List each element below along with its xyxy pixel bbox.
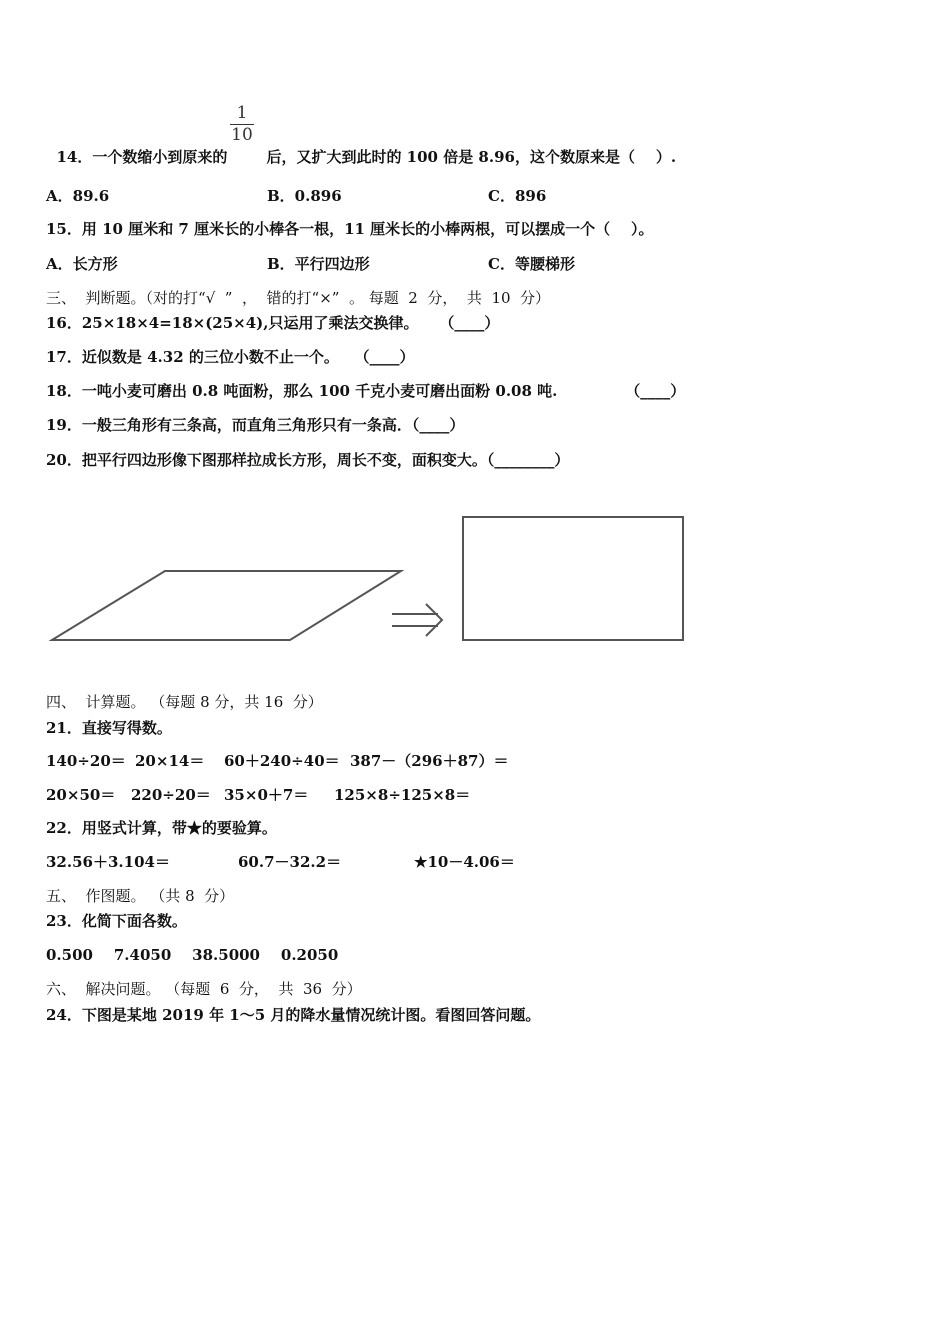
q24-text: 24．下图是某地 2019 年 1～5 月的降水量情况统计图。看图回答问题。 (46, 1006, 541, 1024)
q15-option-a: A．长方形 (46, 255, 118, 273)
double-arrow-icon (392, 604, 442, 636)
q14-option-c: C．896 (488, 187, 547, 205)
q22-item-3: ★10－4.06＝ (414, 853, 515, 871)
q15-option-c: C．等腰梯形 (488, 255, 575, 273)
section-3-heading: 三、 判断题。（对的打“√ ” ， 错的打“×” 。 每题 2 分， 共 10 分） (46, 289, 551, 307)
q23-title: 23．化简下面各数。 (46, 912, 187, 930)
q14-option-a: A．89.6 (46, 187, 110, 205)
section-6-heading: 六、 解决问题。 （每题 6 分， 共 36 分） (46, 980, 362, 998)
q14-fraction-denominator: 10 (231, 125, 253, 145)
q14-text-before: 14．一个数缩小到原来的 (56, 148, 228, 166)
q16-text: 16．25×18×4=18×(25×4),只运用了乘法交换律。 （____） (46, 314, 500, 332)
q23-numbers: 0.500 7.4050 38.5000 0.2050 (46, 946, 339, 964)
q18-text: 18．一吨小麦可磨出 0.8 吨面粉，那么 100 千克小麦可磨出面粉 0.08 吨. （____） (46, 382, 686, 400)
q21-r1-c4: 387－（296＋87）＝ (350, 752, 509, 770)
q21-r2-c1: 20×50＝ (46, 786, 116, 804)
q14-fraction-numerator: 1 (236, 103, 248, 123)
q15-option-b: B．平行四边形 (267, 255, 370, 273)
q21-r2-c3: 35×0＋7＝ (224, 786, 309, 804)
q17-text: 17．近似数是 4.32 的三位小数不止一个。 （____） (46, 348, 415, 366)
rectangle-shape (463, 517, 683, 640)
section-4-heading: 四、 计算题。 （每题 8 分，共 16 分） (46, 693, 323, 711)
q14-option-b: B．0.896 (267, 187, 342, 205)
q21-r2-c2: 220÷20＝ (131, 786, 211, 804)
q14-text-after: 后，又扩大到此时的 100 倍是 8.96，这个数原来是（ ）. (266, 148, 677, 166)
q21-title: 21．直接写得数。 (46, 719, 172, 737)
q21-r1-c2: 20×14＝ (135, 752, 205, 770)
section-5-heading: 五、 作图题。 （共 8 分） (46, 887, 235, 905)
q20-text: 20．把平行四边形像下图那样拉成长方形，周长不变，面积变大。（________） (46, 451, 570, 469)
q22-item-1: 32.56＋3.104＝ (46, 853, 170, 871)
q19-text: 19．一般三角形有三条高，而直角三角形只有一条高．（____） (46, 416, 465, 434)
q22-item-2: 60.7－32.2＝ (238, 853, 342, 871)
q22-title: 22．用竖式计算，带★的要验算。 (46, 819, 277, 837)
q15-text: 15．用 10 厘米和 7 厘米长的小棒各一根，11 厘米长的小棒两根，可以摆成一个（ ）。 (46, 220, 654, 238)
parallelogram-shape (52, 571, 401, 640)
q21-r2-c4: 125×8÷125×8＝ (334, 786, 471, 804)
q21-r1-c1: 140÷20＝ (46, 752, 126, 770)
q21-r1-c3: 60＋240÷40＝ (224, 752, 340, 770)
